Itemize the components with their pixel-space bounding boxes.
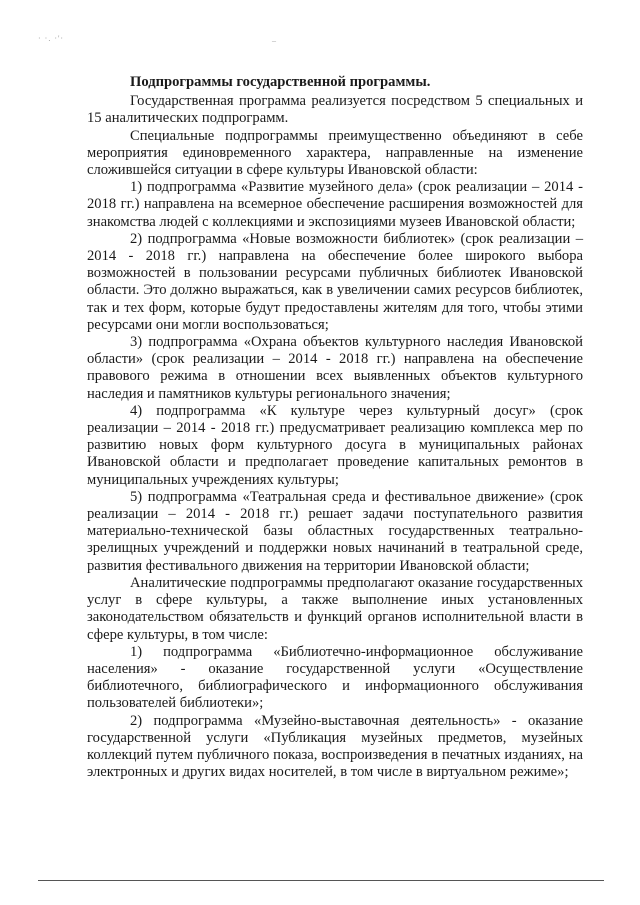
list-item-special-1: 1) подпрограмма «Развитие музейного дела» (срок реализации – 2014 - 2018 гг.) направлена на всемерное обеспечение расширения возможностей для знакомства людей с коллекциями и экспозициями музеев Ивановской области;: [87, 179, 583, 230]
paragraph-intro: Государственная программа реализуется посредством 5 специальных и 15 аналитических подпрограмм.: [87, 93, 583, 127]
page-bottom-rule: [38, 880, 604, 881]
list-item-special-3: 3) подпрограмма «Охрана объектов культурного наследия Ивановской области» (срок реализации – 2014 - 2018 гг.) направлена на обеспечение правового режима в отношении всех выявленных объектов культурного наследия и памятников культуры регионального значения;: [87, 334, 583, 402]
paragraph-analytic: Аналитические подпрограммы предполагают оказание государственных услуг в сфере культуры, а также выполнение иных установленных законодательством обязательств и функций органов исполнительной власти в сфере культуры, в том числе:: [87, 574, 583, 643]
scan-artifact: · ·. ·'·: [38, 34, 65, 43]
list-item-analytic-2: 2) подпрограмма «Музейно-выставочная деятельность» - оказание государственной услуги «Публикация музейных предметов, музейных коллекций путем публичного показа, воспроизведения в печатных изданиях, на электронных и других видах носителей, в том числе в виртуальном режиме»;: [87, 712, 583, 781]
list-item-analytic-1: 1) подпрограмма «Библиотечно-информационное обслуживание населения» - оказание государственной услуги «Осуществление библиотечного, библиографического и информационного обслуживания пользователей библиотеки»;: [87, 643, 583, 712]
section-heading: Подпрограммы государственной программы.: [130, 74, 431, 90]
list-item-special-5: 5) подпрограмма «Театральная среда и фестивальное движение» (срок реализации – 2014 - 2018 гг.) решает задачи поступательного развития материально-технической базы областных государственных театрально-зрелищных учреждений и поддержки новых начинаний в театральной среде, развития фестивального движения на территории Ивановской области;: [87, 488, 583, 574]
document-body: [87, 74, 583, 781]
list-item-special-2: 2) подпрограмма «Новые возможности библиотек» (срок реализации – 2014 - 2018 гг.) направлена на обеспечение более широкого выбора возможностей в пользовании ресурсами публичных библиотек Ивановской области. Это должно выражаться, как в увеличении самих ресурсов библиотек, так и тех форм, которые будут предоставлены жителям для того, чтобы этими ресурсами они могли воспользоваться;: [87, 230, 583, 333]
paragraph-special: Специальные подпрограммы преимущественно объединяют в себе мероприятия единовременного характера, направленные на изменение сложившейся ситуации в сфере культуры Ивановской области:: [87, 127, 583, 179]
scan-artifact: –: [272, 36, 277, 45]
list-item-special-4: 4) подпрограмма «К культуре через культурный досуг» (срок реализации – 2014 - 2018 гг.) предусматривает реализацию комплекса мер по развитию новых форм культурного досуга в муниципальных районах Ивановской области и предполагает проведение капитальных ремонтов в муниципальных учреждениях культуры;: [87, 402, 583, 488]
